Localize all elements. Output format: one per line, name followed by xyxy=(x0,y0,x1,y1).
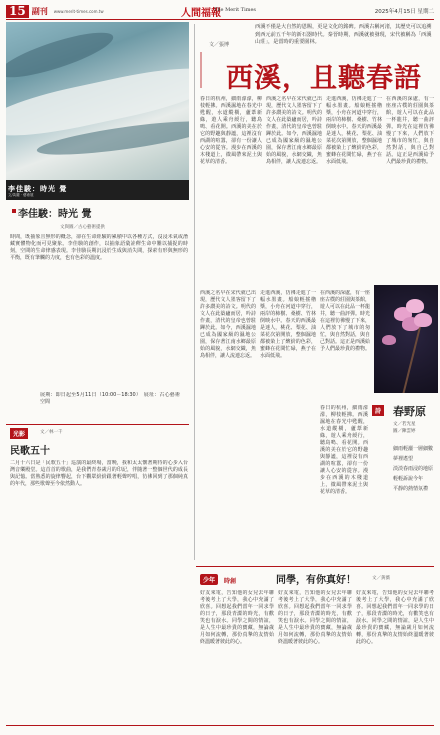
artwork-caption-sub: 文/黃麗 · 藝術展 xyxy=(8,193,34,197)
feature-byline: 文／張博 xyxy=(209,42,230,48)
poem-image-credit: 圖／陳雲婷 xyxy=(393,429,416,434)
feature-column-5: 西溪之名早在宋代就已出現，歷代文人墨客留下了許多讚美的詩文。明代的文人在此築廬而居，吟詩作畫，清代的皇帝也曾駐蹕於此。如今，西溪濕地已成為國家級的濕地公園，保存著江南水鄉最原始的風貌，水網交織，魚鳥相伴，讓人流連忘返。 xyxy=(200,290,256,359)
newspaper-logo: 人間福報 xyxy=(181,8,221,19)
feature-column-6: 走進西溪，彷彿走進了一幅水墨畫。船娘輕搖櫓槳，小舟在河道中穿行，兩岸的柿樹、桑樹、竹林倒映水中。春天的西溪最是迷人，桃花、梨花、油菜花次第開放，整個濕地都被染上了繽紛的色彩，蜜蜂在花間忙碌，燕子在水面低飛。 xyxy=(260,290,316,359)
page-footer-rule xyxy=(6,725,434,726)
feature-title: 西溪，且聽春語 xyxy=(226,63,422,94)
lead-article-author: 文與圖／古心藝術提供 xyxy=(60,225,105,230)
feature-column-2: 西溪之名早在宋代就已出現，歷代文人墨客留下了許多讚美的詩文。明代的文人在此築廬而居，吟詩作畫，清代的皇帝也曾駐蹕於此。如今，西溪濕地已成為國家級的濕地公園，保存著江南水鄉最原始的風貌，水網交織，魚鳥相伴，讓人流連忘返。 xyxy=(266,96,322,165)
poem-label: 詩 xyxy=(372,405,384,416)
publication-date: 2025年4月15日 星期二 xyxy=(374,9,434,15)
artwork-caption-title: 李佳駿：時光 覺 xyxy=(8,185,68,193)
column-divider xyxy=(194,24,195,560)
bottom-article-column-1: 好友來電，告知他的女兒去年聯考後考上了大學，我心中充滿了欣喜。回想起我們當年一同求學的日子，那段青澀的時光，有歡笑也有淚水。同學之間的情誼，是人生中最珍貴的寶藏，無論歲月如何流轉，那份真摯的友情始終溫暖著彼此的心。 xyxy=(200,590,274,645)
second-article-label: 光影 xyxy=(10,428,28,439)
poem-author: 文／若光星 xyxy=(393,422,416,427)
bottom-article-title: 同學，有你真好！ xyxy=(276,575,356,586)
poem-line: 平靜的熱情氛禮 xyxy=(393,486,429,492)
section-divider xyxy=(6,424,189,425)
second-article-author: 文／林一千 xyxy=(40,430,63,435)
lead-article-body: 時間，既抽象且無形的概念，卻在生命經驗的累積中以各種方式，沒浸未氣或潛藏實體物化而可見聚象。李佳駿的創作，以抽象語彙詮釋生命中難以捕捉的時刻，空間的生命律感表現。李佳駿長期沉浸於生成與消失間，探索有形與無形的平衡，既有筆觸的力度，也有色彩的溫度。 xyxy=(10,234,188,261)
blossom-photo xyxy=(374,285,438,393)
feature-intro: 西溪不僅是大自然的恩賜，更是文化的銘碑。西溪古稱河渚，其歷史可以追溯到西元前五千年的新石器時代。秦晉時期，西溪就被發現，宋代被稱為「西溪山莊」，是當時的重要園林。 xyxy=(255,24,432,46)
title-decoration xyxy=(200,52,222,88)
newspaper-logo-en: The Merit Times xyxy=(214,7,256,13)
page-number: 15 xyxy=(6,5,29,18)
lead-marker xyxy=(12,209,16,213)
poem-line: 淡淡春雨浸的地原 xyxy=(393,466,434,472)
section-divider xyxy=(196,566,434,567)
page-header xyxy=(6,4,434,20)
feature-column-1: 春日的杭州，細雨濛濛，柳枝輕拂。西溪濕地在春光中甦醒，水道縱橫，蘆葦新綠，遊人乘舟緩行，聽鳥鳴、看花開。西溪的美在於它的野趣與靜謐，這裡沒有西湖的喧囂，卻有一份讓人心安的從容。漫步在西溪的木棧道上，微風帶來泥土與花草的清香。 xyxy=(200,96,262,165)
section-name: 副刊 xyxy=(31,7,48,16)
bottom-article-column-2: 好友來電，告知他的女兒去年聯考後考上了大學，我心中充滿了欣喜。回想起我們當年一同求學的日子，那段青澀的時光，有歡笑也有淚水。同學之間的情誼，是人生中最珍貴的寶藏，無論歲月如何流轉，那份真摯的友情始終溫暖著彼此的心。 xyxy=(278,590,352,645)
lead-article-title: 李佳駿：時光 覺 xyxy=(18,209,92,220)
lead-article-exhibit-info: 展期：即日起至5月11日（10:00－18:30） 展址：古心藝術空間 xyxy=(40,392,180,405)
feature-column-8: 春日的杭州，細雨濛濛，柳枝輕拂。西溪濕地在春光中甦醒，水道縱橫，蘆葦新綠，遊人乘舟緩行，聽鳥鳴、看花開。西溪的美在於它的野趣與靜謐，這裡沒有西湖的喧囂，卻有一份讓人心安的從容。漫步在西溪的木棧道上，微風帶來泥土與花草的清香。 xyxy=(320,405,368,495)
feature-column-7: 在西溪的深處，有一座座古樸的莊園與茶館，遊人可以在此品一杯龍井，聽一曲評彈。時光在這裡彷彿慢了下來，人們放下了城市的匆忙，與自然對話，與自己對話。這正是西溪給予人們最珍貴的禮物。 xyxy=(320,290,370,352)
poem-line: 細雨輕灑一層細數 xyxy=(393,446,434,452)
feature-column-4: 在西溪的深處，有一座座古樸的莊園與茶館，遊人可以在此品一杯龍井，聽一曲評彈。時光在這裡彷彿慢了下來，人們放下了城市的匆忙，與自然對話，與自己對話。這正是西溪給予人們最珍貴的禮物。 xyxy=(386,96,434,165)
second-article-title: 民歌五十 xyxy=(10,446,50,457)
poem-line: 輕輕訴說今年 xyxy=(393,476,424,482)
bottom-article-author: 文／黃薇 xyxy=(372,576,390,581)
poem-line: 夢裡遙望 xyxy=(393,456,414,462)
artwork-image xyxy=(6,22,189,200)
second-article-body: 二月十六日是「民歌五十」巡演的最終場，當晚，我和太太懷著期待的心步入台灣音樂殿堂。這首首的歌曲，是我們青春歲月的印記，伴隨著一整個世代的成長與記憶。當熟悉的旋律響起，台下觀眾紛紛跟著輕聲哼唱，彷彿回到了那個純真的年代，那些歌聲至今依然動人。 xyxy=(10,460,188,487)
bottom-article-label: 少年 xyxy=(200,574,218,585)
feature-column-3: 走進西溪，彷彿走進了一幅水墨畫。船娘輕搖櫓槳，小舟在河道中穿行，兩岸的柿樹、桑樹、竹林倒映水中。春天的西溪最是迷人，桃花、梨花、油菜花次第開放，整個濕地都被染上了繽紛的色彩，蜜蜂在花間忙碌，燕子在水面低飛。 xyxy=(326,96,382,165)
poem-title: 春野原 xyxy=(393,405,426,418)
bottom-article-column-3: 好友來電，告知他的女兒去年聯考後考上了大學，我心中充滿了欣喜。回想起我們當年一同求學的日子，那段青澀的時光，有歡笑也有淚水。同學之間的情誼，是人生中最珍貴的寶藏，無論歲月如何流轉，那份真摯的友情始終溫暖著彼此的心。 xyxy=(356,590,434,645)
site-url[interactable]: www.merit-times.com.tw xyxy=(53,9,104,14)
bottom-article-label-2: 時創 xyxy=(224,578,237,585)
